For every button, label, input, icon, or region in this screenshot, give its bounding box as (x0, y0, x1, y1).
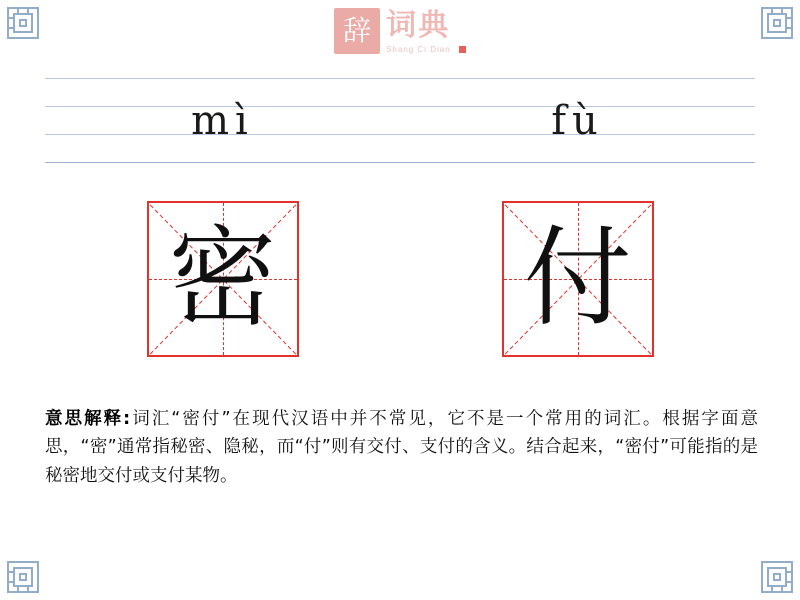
hanzi-char-2: 付 (523, 216, 632, 341)
logo-group (334, 8, 466, 54)
corner-ornament-icon (760, 560, 794, 594)
corner-ornament-icon (6, 560, 40, 594)
seal-icon: 辞 (334, 8, 380, 54)
pinyin-text-2: fù (551, 98, 604, 144)
tianzige-grid (502, 201, 654, 357)
logo-title-cn (386, 10, 450, 42)
pinyin-cell (400, 78, 755, 164)
explanation-block (45, 405, 758, 490)
character-cell (45, 198, 400, 360)
logo-title-cn-text: 词典 (386, 8, 451, 43)
logo-text-group (386, 8, 466, 54)
site-logo (0, 8, 800, 54)
pinyin-cell (45, 78, 400, 164)
logo-title-en: Shang Ci Dian (386, 45, 451, 54)
explanation-body: 词汇“密付”在现代汉语中并不常见，它不是一个常用的词汇。根据字面意思，“密”通常指秘密、隐秘，而“付”则有交付、支付的含义。结合起来，“密付”可能指的是秘密地交付或支付某物。 (45, 409, 758, 486)
character-cell (400, 198, 755, 360)
pinyin-row (45, 78, 755, 164)
red-square-mark-icon (459, 46, 466, 53)
hanzi-char-1: 密 (168, 216, 277, 341)
pinyin-text-1: mì (191, 98, 254, 144)
explanation-label: 意思解释: (45, 409, 131, 429)
character-row (45, 198, 755, 360)
logo-title-en-wrap (386, 45, 466, 54)
tianzige-grid (147, 201, 299, 357)
